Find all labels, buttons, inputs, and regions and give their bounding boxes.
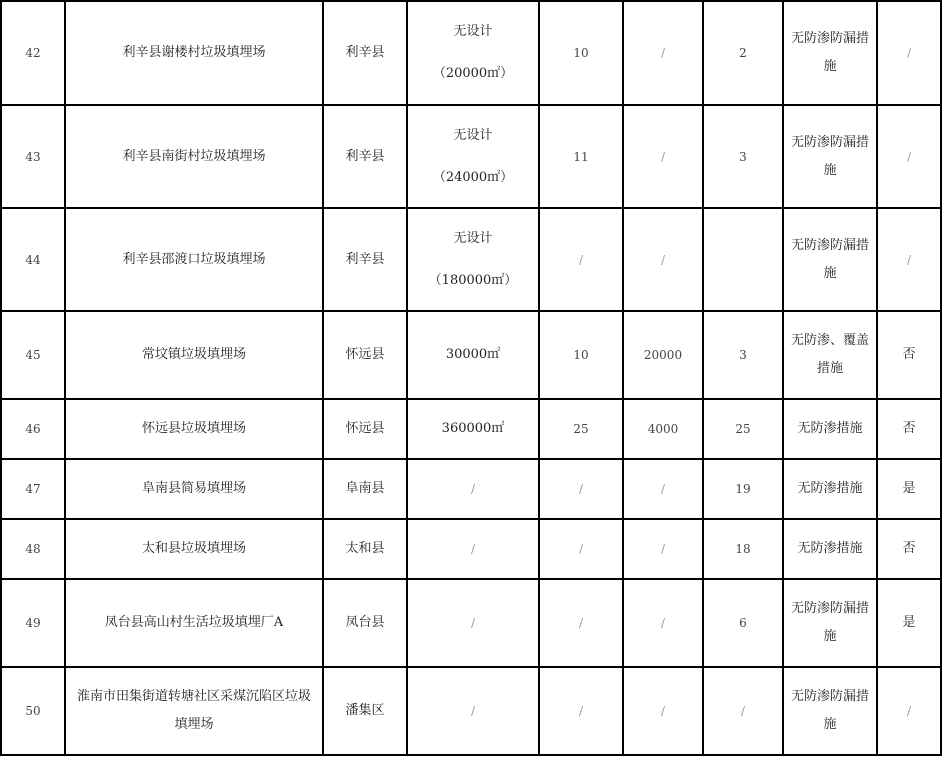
value-col5-cell: /: [623, 519, 703, 579]
cell-text-line: 无设计: [453, 230, 493, 246]
design-area-cell: [407, 579, 539, 667]
site-name-cell: [65, 1, 323, 105]
value-col6-cell: 18: [703, 519, 783, 579]
value-col6-cell: 3: [703, 105, 783, 208]
county-cell: 利辛县: [323, 208, 407, 311]
cell-text-line: 施: [823, 162, 837, 178]
site-name-cell: [65, 459, 323, 519]
row-index-cell: 42: [1, 1, 65, 105]
measures-cell: [783, 311, 877, 399]
value-col4-cell: /: [539, 579, 623, 667]
site-name-cell: [65, 105, 323, 208]
cell-text-line: 无设计: [453, 127, 493, 143]
cell-text-line: /: [470, 704, 476, 718]
cell-text-line: 施: [823, 717, 837, 732]
county-cell: 潘集区: [323, 667, 407, 755]
value-col6-cell: /: [703, 667, 783, 755]
cell-text-line: 太和县垃圾填埋场: [141, 541, 246, 556]
cell-text-line: 措施: [816, 361, 843, 376]
status-cell: /: [877, 208, 941, 311]
value-col6-cell: 19: [703, 459, 783, 519]
status-cell: 否: [877, 399, 941, 459]
table-row: [1, 667, 941, 755]
measures-cell: [783, 579, 877, 667]
design-area-cell: [407, 459, 539, 519]
status-cell: 否: [877, 311, 941, 399]
county-cell: 太和县: [323, 519, 407, 579]
value-col6-cell: 2: [703, 1, 783, 105]
measures-cell: [783, 105, 877, 208]
value-col5-cell: /: [623, 459, 703, 519]
value-col4-cell: 10: [539, 311, 623, 399]
status-cell: 是: [877, 579, 941, 667]
value-col5-cell: /: [623, 208, 703, 311]
cell-text-line: 无防渗措施: [797, 481, 863, 496]
cell-text-line: 施: [823, 265, 837, 281]
value-col5-cell: /: [623, 1, 703, 105]
status-cell: 否: [877, 519, 941, 579]
row-index-cell: 44: [1, 208, 65, 311]
cell-text-line: 填埋场: [174, 717, 214, 732]
value-col4-cell: 25: [539, 399, 623, 459]
design-area-cell: [407, 667, 539, 755]
row-index-cell: 48: [1, 519, 65, 579]
cell-text-line: 无防渗防漏措: [790, 601, 869, 616]
value-col6-cell: 25: [703, 399, 783, 459]
table-row: [1, 579, 941, 667]
value-col5-cell: /: [623, 667, 703, 755]
cell-text-line: 无防渗措施: [797, 541, 863, 556]
cell-text-line: 无防渗措施: [797, 421, 863, 436]
value-col6-cell: 3: [703, 311, 783, 399]
cell-text-line: 淮南市田集街道转塘社区采煤沉陷区垃圾: [76, 689, 311, 704]
cell-text-line: 利辛县邵渡口垃圾填埋场: [122, 251, 266, 267]
table-row: [1, 519, 941, 579]
value-col6-cell: 6: [703, 579, 783, 667]
value-col6-cell: [703, 208, 783, 311]
status-cell: 是: [877, 459, 941, 519]
site-name-cell: [65, 667, 323, 755]
table-row: [1, 459, 941, 519]
table-row: [1, 311, 941, 399]
county-cell: 利辛县: [323, 105, 407, 208]
row-index-cell: 45: [1, 311, 65, 399]
value-col5-cell: /: [623, 579, 703, 667]
cell-text-line: 利辛县谢楼村垃圾填埋场: [122, 45, 266, 60]
county-cell: 怀远县: [323, 311, 407, 399]
design-area-cell: [407, 1, 539, 105]
row-index-cell: 43: [1, 105, 65, 208]
table-body: [1, 1, 941, 755]
table-row: [1, 105, 941, 208]
cell-text-line: 凤台县高山村生活垃圾填埋厂A: [104, 615, 284, 630]
value-col4-cell: /: [539, 519, 623, 579]
cell-text-line: 无防渗防漏措: [790, 31, 869, 46]
cell-text-line: 利辛县南街村垃圾填埋场: [122, 148, 266, 164]
table-row: [1, 399, 941, 459]
value-col4-cell: /: [539, 667, 623, 755]
row-index-cell: 47: [1, 459, 65, 519]
cell-text-line: 怀远县垃圾填埋场: [141, 421, 246, 436]
measures-cell: [783, 1, 877, 105]
cell-text-line: 无防渗防漏措: [790, 237, 869, 253]
measures-cell: [783, 519, 877, 579]
value-col4-cell: 11: [539, 105, 623, 208]
cell-text-line: 30000㎡: [445, 347, 501, 362]
cell-text-line: /: [470, 482, 476, 496]
county-cell: 利辛县: [323, 1, 407, 105]
site-name-cell: [65, 311, 323, 399]
value-col4-cell: /: [539, 208, 623, 311]
cell-text-line: /: [470, 616, 476, 630]
cell-text-line: （20000㎡）: [432, 66, 514, 81]
value-col5-cell: 4000: [623, 399, 703, 459]
site-name-cell: [65, 399, 323, 459]
value-col5-cell: 20000: [623, 311, 703, 399]
cell-text-line: 无防渗防漏措: [790, 134, 869, 150]
county-cell: 怀远县: [323, 399, 407, 459]
value-col4-cell: 10: [539, 1, 623, 105]
design-area-cell: [407, 208, 539, 311]
cell-text-line: 无防渗、覆盖: [790, 333, 869, 348]
site-name-cell: [65, 579, 323, 667]
cell-text-line: 无防渗防漏措: [790, 689, 869, 704]
cell-text-line: （180000㎡）: [428, 272, 518, 288]
county-cell: 凤台县: [323, 579, 407, 667]
table-row: [1, 1, 941, 105]
row-index-cell: 49: [1, 579, 65, 667]
status-cell: /: [877, 667, 941, 755]
cell-text-line: 常坟镇垃圾填埋场: [141, 347, 246, 362]
design-area-cell: [407, 105, 539, 208]
site-name-cell: [65, 208, 323, 311]
design-area-cell: [407, 311, 539, 399]
measures-cell: [783, 208, 877, 311]
value-col4-cell: /: [539, 459, 623, 519]
county-cell: 阜南县: [323, 459, 407, 519]
row-index-cell: 50: [1, 667, 65, 755]
measures-cell: [783, 667, 877, 755]
value-col5-cell: /: [623, 105, 703, 208]
cell-text-line: 施: [823, 59, 837, 74]
cell-text-line: （24000㎡）: [432, 169, 514, 185]
cell-text-line: 360000㎡: [441, 421, 505, 436]
measures-cell: [783, 459, 877, 519]
measures-cell: [783, 399, 877, 459]
design-area-cell: [407, 399, 539, 459]
cell-text-line: 施: [823, 629, 837, 644]
cell-text-line: /: [470, 542, 476, 556]
table-row: [1, 208, 941, 311]
cell-text-line: 无设计: [453, 24, 493, 39]
design-area-cell: [407, 519, 539, 579]
status-cell: /: [877, 105, 941, 208]
row-index-cell: 46: [1, 399, 65, 459]
site-name-cell: [65, 519, 323, 579]
cell-text-line: 阜南县简易填埋场: [141, 481, 246, 496]
status-cell: /: [877, 1, 941, 105]
